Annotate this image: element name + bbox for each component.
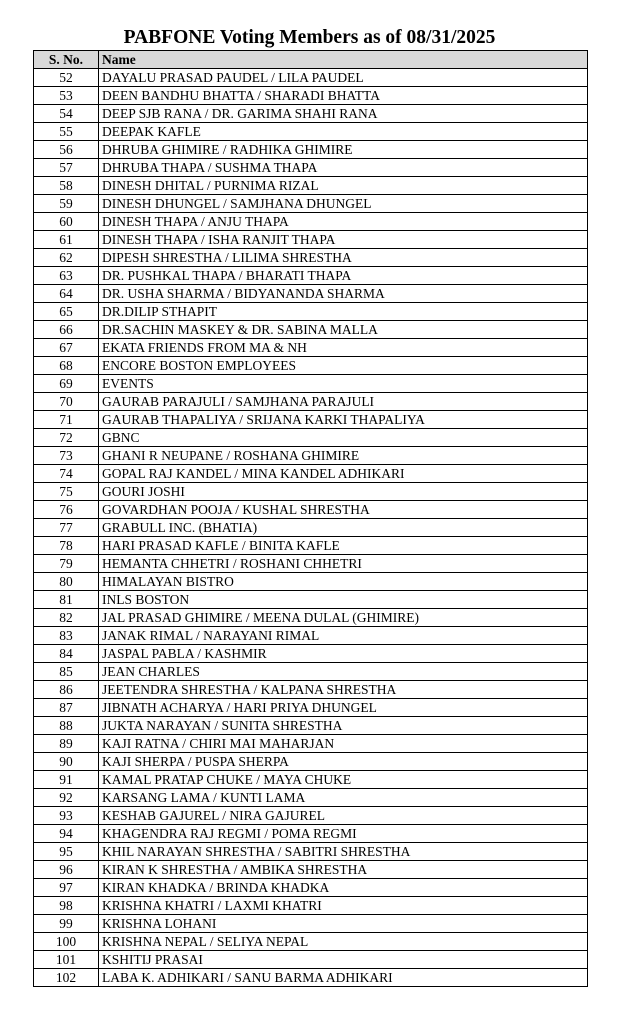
member-name-cell: ENCORE BOSTON EMPLOYEES: [99, 357, 588, 375]
member-name-cell: GAURAB THAPALIYA / SRIJANA KARKI THAPALIYA: [99, 411, 588, 429]
table-row: [34, 861, 588, 879]
table-row: [34, 123, 588, 141]
table-row: [34, 951, 588, 969]
serial-number-cell: 97: [34, 879, 99, 897]
serial-number-cell: 91: [34, 771, 99, 789]
serial-number-cell: 78: [34, 537, 99, 555]
member-name-cell: DEEN BANDHU BHATTA / SHARADI BHATTA: [99, 87, 588, 105]
member-name-cell: LABA K. ADHIKARI / SANU BARMA ADHIKARI: [99, 969, 588, 987]
member-name-cell: JAL PRASAD GHIMIRE / MEENA DULAL (GHIMIRE): [99, 609, 588, 627]
member-name-cell: DINESH DHUNGEL / SAMJHANA DHUNGEL: [99, 195, 588, 213]
member-name-cell: GHANI R NEUPANE / ROSHANA GHIMIRE: [99, 447, 588, 465]
member-name-cell: KIRAN K SHRESTHA / AMBIKA SHRESTHA: [99, 861, 588, 879]
serial-number-cell: 68: [34, 357, 99, 375]
member-name-cell: DEEPAK KAFLE: [99, 123, 588, 141]
serial-number-cell: 76: [34, 501, 99, 519]
table-row: [34, 303, 588, 321]
serial-number-cell: 100: [34, 933, 99, 951]
member-name-cell: JANAK RIMAL / NARAYANI RIMAL: [99, 627, 588, 645]
serial-number-cell: 62: [34, 249, 99, 267]
member-name-cell: DR.DILIP STHAPIT: [99, 303, 588, 321]
table-row: [34, 141, 588, 159]
serial-number-cell: 69: [34, 375, 99, 393]
table-row: [34, 483, 588, 501]
serial-number-cell: 94: [34, 825, 99, 843]
member-name-cell: JUKTA NARAYAN / SUNITA SHRESTHA: [99, 717, 588, 735]
member-name-cell: DEEP SJB RANA / DR. GARIMA SHAHI RANA: [99, 105, 588, 123]
member-name-cell: KRISHNA NEPAL / SELIYA NEPAL: [99, 933, 588, 951]
serial-number-cell: 93: [34, 807, 99, 825]
member-name-cell: DR. PUSHKAL THAPA / BHARATI THAPA: [99, 267, 588, 285]
table-body: [34, 69, 588, 987]
serial-number-cell: 64: [34, 285, 99, 303]
serial-number-cell: 81: [34, 591, 99, 609]
serial-number-cell: 96: [34, 861, 99, 879]
member-name-cell: KRISHNA LOHANI: [99, 915, 588, 933]
serial-number-cell: 90: [34, 753, 99, 771]
table-row: [34, 627, 588, 645]
serial-number-cell: 79: [34, 555, 99, 573]
table-row: [34, 699, 588, 717]
serial-number-cell: 72: [34, 429, 99, 447]
table-row: [34, 609, 588, 627]
table-row: [34, 645, 588, 663]
serial-number-cell: 101: [34, 951, 99, 969]
table-header-row: [34, 51, 588, 69]
serial-number-cell: 73: [34, 447, 99, 465]
member-name-cell: KRISHNA KHATRI / LAXMI KHATRI: [99, 897, 588, 915]
member-name-cell: KESHAB GAJUREL / NIRA GAJUREL: [99, 807, 588, 825]
member-name-cell: HIMALAYAN BISTRO: [99, 573, 588, 591]
table-row: [34, 879, 588, 897]
table-row: [34, 87, 588, 105]
table-row: [34, 537, 588, 555]
serial-number-cell: 56: [34, 141, 99, 159]
column-header-serial-number: S. No.: [34, 51, 99, 69]
serial-number-cell: 85: [34, 663, 99, 681]
table-row: [34, 933, 588, 951]
table-row: [34, 321, 588, 339]
member-name-cell: KAMAL PRATAP CHUKE / MAYA CHUKE: [99, 771, 588, 789]
member-name-cell: INLS BOSTON: [99, 591, 588, 609]
member-name-cell: DINESH THAPA / ANJU THAPA: [99, 213, 588, 231]
table-row: [34, 501, 588, 519]
member-name-cell: GBNC: [99, 429, 588, 447]
table-row: [34, 411, 588, 429]
table-row: [34, 393, 588, 411]
table-row: [34, 789, 588, 807]
serial-number-cell: 95: [34, 843, 99, 861]
members-table: [33, 50, 588, 987]
table-row: [34, 519, 588, 537]
member-name-cell: DINESH DHITAL / PURNIMA RIZAL: [99, 177, 588, 195]
table-row: [34, 375, 588, 393]
member-name-cell: DIPESH SHRESTHA / LILIMA SHRESTHA: [99, 249, 588, 267]
page-title: PABFONE Voting Members as of 08/31/2025: [123, 27, 496, 48]
serial-number-cell: 98: [34, 897, 99, 915]
serial-number-cell: 77: [34, 519, 99, 537]
table-row: [34, 969, 588, 987]
serial-number-cell: 60: [34, 213, 99, 231]
member-name-cell: KARSANG LAMA / KUNTI LAMA: [99, 789, 588, 807]
table-row: [34, 915, 588, 933]
table-row: [34, 429, 588, 447]
serial-number-cell: 55: [34, 123, 99, 141]
table-row: [34, 213, 588, 231]
table-row: [34, 681, 588, 699]
serial-number-cell: 92: [34, 789, 99, 807]
table-row: [34, 69, 588, 87]
table-row: [34, 753, 588, 771]
table-row: [34, 105, 588, 123]
member-name-cell: DR.SACHIN MASKEY & DR. SABINA MALLA: [99, 321, 588, 339]
column-header-name: Name: [99, 51, 588, 69]
serial-number-cell: 80: [34, 573, 99, 591]
member-name-cell: JASPAL PABLA / KASHMIR: [99, 645, 588, 663]
member-name-cell: JEAN CHARLES: [99, 663, 588, 681]
table-row: [34, 285, 588, 303]
member-name-cell: KAJI RATNA / CHIRI MAI MAHARJAN: [99, 735, 588, 753]
table-row: [34, 195, 588, 213]
member-name-cell: DHRUBA GHIMIRE / RADHIKA GHIMIRE: [99, 141, 588, 159]
member-name-cell: KSHITIJ PRASAI: [99, 951, 588, 969]
table-row: [34, 447, 588, 465]
table-row: [34, 771, 588, 789]
table-row: [34, 177, 588, 195]
member-name-cell: GRABULL INC. (BHATIA): [99, 519, 588, 537]
serial-number-cell: 57: [34, 159, 99, 177]
member-name-cell: GOVARDHAN POOJA / KUSHAL SHRESTHA: [99, 501, 588, 519]
member-name-cell: KHIL NARAYAN SHRESTHA / SABITRI SHRESTHA: [99, 843, 588, 861]
serial-number-cell: 84: [34, 645, 99, 663]
serial-number-cell: 66: [34, 321, 99, 339]
serial-number-cell: 59: [34, 195, 99, 213]
serial-number-cell: 52: [34, 69, 99, 87]
table-row: [34, 717, 588, 735]
table-row: [34, 591, 588, 609]
table-row: [34, 249, 588, 267]
member-name-cell: EVENTS: [99, 375, 588, 393]
member-name-cell: GOPAL RAJ KANDEL / MINA KANDEL ADHIKARI: [99, 465, 588, 483]
serial-number-cell: 53: [34, 87, 99, 105]
member-name-cell: DR. USHA SHARMA / BIDYANANDA SHARMA: [99, 285, 588, 303]
member-name-cell: EKATA FRIENDS FROM MA & NH: [99, 339, 588, 357]
table-row: [34, 339, 588, 357]
serial-number-cell: 70: [34, 393, 99, 411]
member-name-cell: JIBNATH ACHARYA / HARI PRIYA DHUNGEL: [99, 699, 588, 717]
serial-number-cell: 67: [34, 339, 99, 357]
serial-number-cell: 71: [34, 411, 99, 429]
serial-number-cell: 74: [34, 465, 99, 483]
table-row: [34, 357, 588, 375]
table-row: [34, 825, 588, 843]
serial-number-cell: 83: [34, 627, 99, 645]
table-row: [34, 231, 588, 249]
member-name-cell: JEETENDRA SHRESTHA / KALPANA SHRESTHA: [99, 681, 588, 699]
table-row: [34, 897, 588, 915]
member-name-cell: KIRAN KHADKA / BRINDA KHADKA: [99, 879, 588, 897]
table-row: [34, 159, 588, 177]
member-name-cell: DHRUBA THAPA / SUSHMA THAPA: [99, 159, 588, 177]
table-row: [34, 735, 588, 753]
table-row: [34, 663, 588, 681]
table-row: [34, 465, 588, 483]
serial-number-cell: 87: [34, 699, 99, 717]
serial-number-cell: 102: [34, 969, 99, 987]
member-name-cell: GOURI JOSHI: [99, 483, 588, 501]
serial-number-cell: 61: [34, 231, 99, 249]
serial-number-cell: 99: [34, 915, 99, 933]
member-name-cell: HEMANTA CHHETRI / ROSHANI CHHETRI: [99, 555, 588, 573]
serial-number-cell: 82: [34, 609, 99, 627]
serial-number-cell: 86: [34, 681, 99, 699]
member-name-cell: DINESH THAPA / ISHA RANJIT THAPA: [99, 231, 588, 249]
member-name-cell: HARI PRASAD KAFLE / BINITA KAFLE: [99, 537, 588, 555]
serial-number-cell: 65: [34, 303, 99, 321]
member-name-cell: KAJI SHERPA / PUSPA SHERPA: [99, 753, 588, 771]
table-row: [34, 843, 588, 861]
table-row: [34, 573, 588, 591]
serial-number-cell: 88: [34, 717, 99, 735]
member-name-cell: GAURAB PARAJULI / SAMJHANA PARAJULI: [99, 393, 588, 411]
serial-number-cell: 75: [34, 483, 99, 501]
serial-number-cell: 89: [34, 735, 99, 753]
member-name-cell: KHAGENDRA RAJ REGMI / POMA REGMI: [99, 825, 588, 843]
serial-number-cell: 58: [34, 177, 99, 195]
table-row: [34, 267, 588, 285]
table-row: [34, 807, 588, 825]
serial-number-cell: 54: [34, 105, 99, 123]
serial-number-cell: 63: [34, 267, 99, 285]
member-name-cell: DAYALU PRASAD PAUDEL / LILA PAUDEL: [99, 69, 588, 87]
table-row: [34, 555, 588, 573]
